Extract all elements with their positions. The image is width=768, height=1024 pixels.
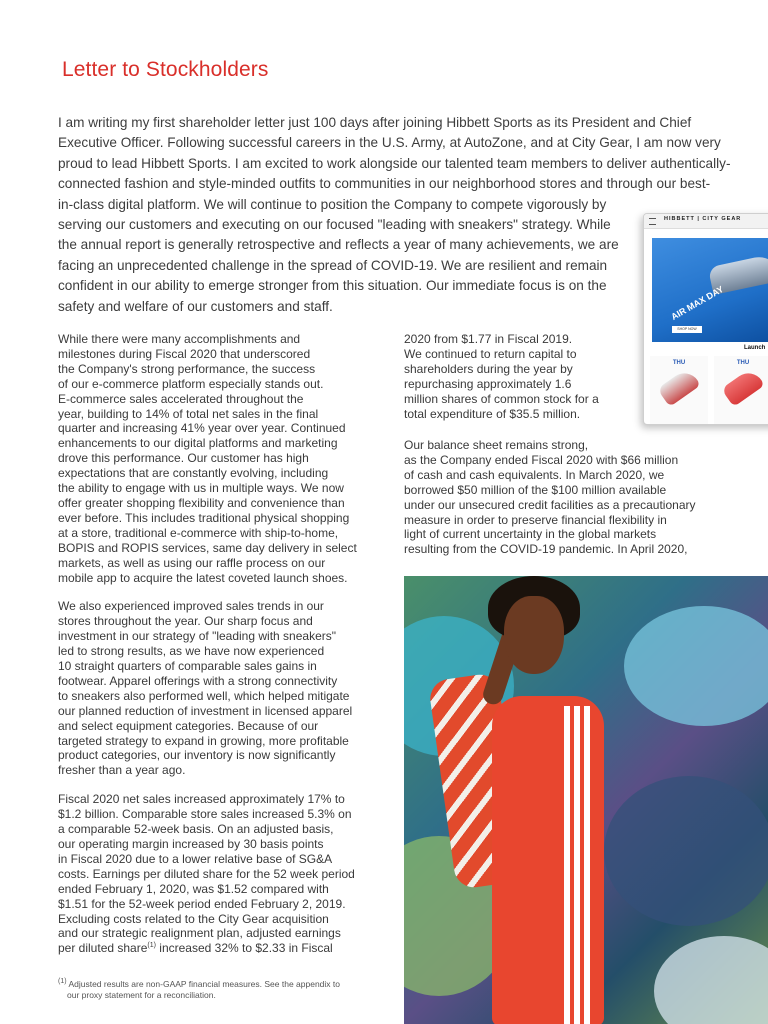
text-line: We also experienced improved sales trends in our <box>58 599 324 614</box>
text-line: the annual report is generally retrospective and reflects a year of many achievements, we are <box>58 237 619 253</box>
text-line: I am writing my first shareholder letter just 100 days after joining Hibbett Sports as its President and Chief <box>58 115 692 130</box>
text-line: $1.51 for the 52-week period ended February 2, 2019. <box>58 896 346 911</box>
text-line: proud to lead Hibbett Sports. I am excited to work alongside our talented team members to deliver authentically- <box>58 155 731 171</box>
text-line: investment in our strategy of "leading with sneakers" <box>58 629 336 644</box>
text-line: year, building to 14% of total net sales in the final <box>58 406 319 421</box>
text-line: of our e-commerce platform especially stands out. <box>58 376 324 391</box>
site-logo: HIBBETT | CITY GEAR <box>664 216 742 222</box>
text-line: under our unsecured credit facilities as a precautionary <box>404 497 696 512</box>
footnote: $^{(1)}$ Adjusted results are non-GAAP financial measures. See the appendix to our proxy statement for a reconciliation. <box>58 978 340 1000</box>
text-line: enhancements to our digital platforms and marketing <box>58 436 338 451</box>
text-line: the Company's strong performance, the success <box>58 361 316 376</box>
text-line: confident in our ability to emerge stronger from this situation. Our immediate focus is on the <box>58 278 607 294</box>
hero-banner <box>652 238 768 342</box>
text-line: mobile app to acquire the latest coveted launch shoes. <box>58 570 348 585</box>
page-title: Letter to Stockholders <box>62 58 269 81</box>
text-line: safety and welfare of our customers and staff. <box>58 298 333 314</box>
text-line: E-commerce sales accelerated throughout the <box>58 391 304 406</box>
text-line: borrowed $50 million of the $100 million available <box>404 482 667 497</box>
text-line: shareholders during the year by <box>404 361 573 376</box>
text-line: to sneakers also performed well, which helped mitigate <box>58 688 350 703</box>
hero-text: AIR MAX DAY <box>669 283 726 323</box>
text-line: and our strategic realignment plan, adjusted earnings <box>58 926 341 941</box>
text-line: 10 straight quarters of comparable sales gains in <box>58 659 317 674</box>
text-line: our operating margin increased by 30 basis points <box>58 837 324 851</box>
text-line: ever before. This includes traditional physical shopping <box>58 510 350 525</box>
text-line: of cash and cash equivalents. In March 2020, we <box>404 467 665 482</box>
text-line: Our balance sheet remains strong, <box>404 438 589 452</box>
text-line: in Fiscal 2020 due to a lower relative base of SG&A <box>58 851 333 866</box>
text-line: connected fashion and style-minded outfits to communities in our neighborhood stores and through our best- <box>58 176 711 192</box>
text-line: serving our customers and executing on our focused "leading with sneakers" strategy. While <box>58 217 611 233</box>
text-line: in-class digital platform. We will continue to position the Company to compete vigorously by <box>58 196 607 212</box>
text-line: million shares of common stock for a <box>404 391 599 406</box>
text-line: fresher than a year ago. <box>58 763 186 778</box>
text-line: targeted strategy to expand in growing, more profitable <box>58 733 349 748</box>
left-column <box>58 332 378 956</box>
shop-now-button: SHOP NOW <box>672 326 702 333</box>
text-line: Executive Officer. Following successful careers in the U.S. Army, at AutoZone, and at City Gear, I am now very <box>58 135 721 151</box>
text-line: We continued to return capital to <box>404 346 577 361</box>
text-line: drove this performance. Our customer has high <box>58 451 309 466</box>
text-line: Fiscal 2020 net sales increased approximately 17% to <box>58 792 345 807</box>
model-photo <box>404 576 768 1024</box>
text-line: the ability to engage with us in multiple ways. We now <box>58 481 344 496</box>
sneaker-icon <box>721 367 765 407</box>
left-paragraph-3 <box>58 792 378 956</box>
text-line: footwear. Apparel offerings with a strong connectivity <box>58 673 338 688</box>
menu-icon <box>649 218 656 225</box>
text-line: quarter and increasing 41% year over year. Continued <box>58 421 346 436</box>
launch-heading: Launch <box>744 345 766 351</box>
product-card: THU <box>714 356 768 424</box>
text-line: milestones during Fiscal 2020 that underscored <box>58 346 311 361</box>
text-line: measure in order to preserve financial flexibility in <box>404 512 667 527</box>
text-line: our planned reduction of investment in licensed apparel <box>58 703 353 718</box>
product-card: THU <box>650 356 708 424</box>
text-line: per diluted share$^{(1)}$ increased 32% to $2.33 in Fiscal <box>58 941 333 956</box>
text-line: Excluding costs related to the City Gear acquisition <box>58 911 329 926</box>
text-line: repurchasing approximately 1.6 <box>404 376 572 391</box>
text-line: and select equipment categories. Because of our <box>58 718 319 733</box>
text-line: resulting from the COVID-19 pandemic. In April 2020, <box>404 542 688 557</box>
text-line: markets, as well as using our raffle process on our <box>58 555 326 570</box>
text-line: led to strong results, as we have now experienced <box>58 644 325 659</box>
text-line: product categories, our inventory is now significantly <box>58 748 336 763</box>
text-line: costs. Earnings per diluted share for the 52 week period <box>58 866 355 881</box>
website-screenshot-image <box>643 213 768 425</box>
right-paragraph-2 <box>404 438 724 557</box>
text-line: offer greater shopping flexibility and convenience than <box>58 495 345 510</box>
text-line: total expenditure of $35.5 million. <box>404 406 581 421</box>
text-line: BOPIS and ROPIS services, same day delivery in select <box>58 540 357 555</box>
text-line: stores throughout the year. Our sharp focus and <box>58 614 313 629</box>
left-paragraph-1 <box>58 332 378 585</box>
text-line: expectations that are constantly evolving, including <box>58 466 329 481</box>
text-line: as the Company ended Fiscal 2020 with $66 million <box>404 452 679 467</box>
text-line: While there were many accomplishments and <box>58 332 301 346</box>
text-line: $1.2 billion. Comparable store sales increased 5.3% on <box>58 807 352 822</box>
text-line: at a store, traditional e-commerce with ship-to-home, <box>58 525 339 540</box>
site-header <box>644 214 768 229</box>
text-line: 2020 from $1.77 in Fiscal 2019. <box>404 332 573 346</box>
text-line: light of current uncertainty in the global markets <box>404 527 657 542</box>
text-line: facing an unprecedented challenge in the spread of COVID-19. We are resilient and remain <box>58 257 608 273</box>
sneaker-icon <box>657 367 701 407</box>
text-line: ended February 1, 2020, was $1.52 compared with <box>58 881 329 896</box>
left-paragraph-2 <box>58 599 378 778</box>
text-line: a comparable 52-week basis. On an adjusted basis, <box>58 822 334 837</box>
